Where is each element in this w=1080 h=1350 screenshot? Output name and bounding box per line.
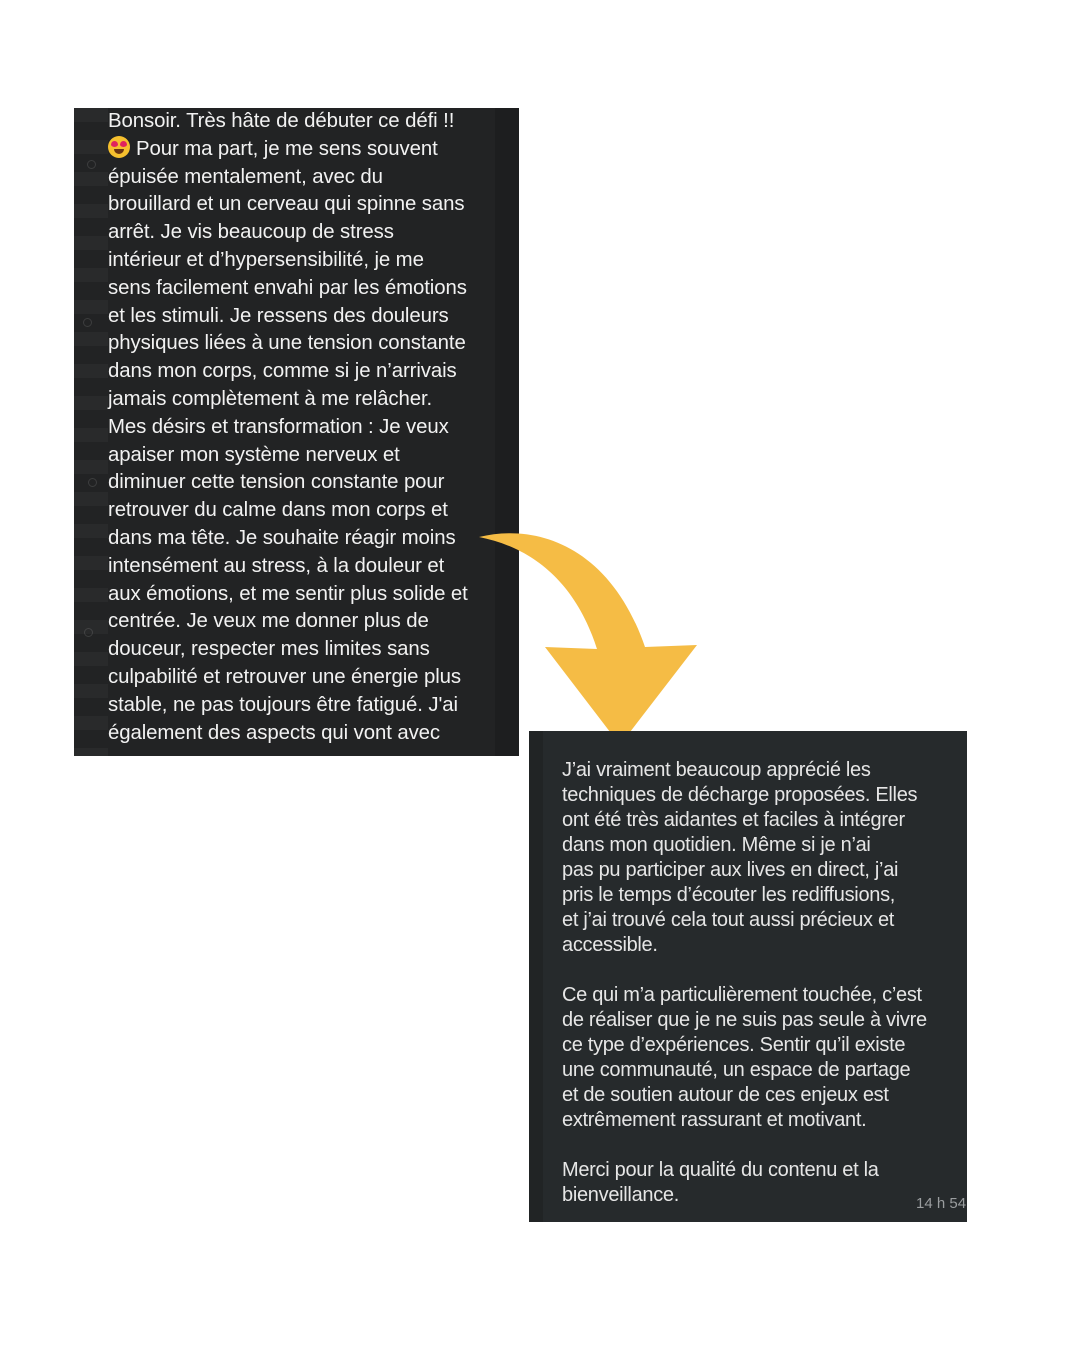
wallpaper-doodle-icon — [88, 478, 97, 487]
message-paragraph-3: Merci pour la qualité du contenu et la bienveillance. — [562, 1159, 879, 1206]
wallpaper-doodle-icon — [84, 628, 93, 637]
screenshot-after — [529, 731, 967, 1222]
message-paragraph-1: J’ai vraiment beaucoup apprécié les techniques de décharge proposées. Elles ont été très aidantes et faciles à intégrer dans mon quotidien. Même si je n’ai pas pu participer aux lives en direct, j’ai pris le temps d’écouter les rediffusions, et j’ai trouvé cela tout aussi précieux et accessible. — [562, 759, 918, 956]
curved-arrow-icon — [475, 525, 705, 750]
chat-wallpaper-pattern — [74, 108, 108, 756]
chat-background-edge — [529, 731, 543, 1222]
message-text-after — [562, 758, 966, 1208]
message-paragraph-2: Ce qui m’a particulièrement touchée, c’est de réaliser que je ne suis pas seule à vivre ce type d’expériences. Sentir qu’il existe une communauté, un espace de partage et de soutien autour de ces enjeux est extrêmement rassurant et motivant. — [562, 984, 927, 1131]
wallpaper-doodle-icon — [87, 160, 96, 169]
heart-eyes-emoji-icon — [108, 136, 130, 158]
wallpaper-doodle-icon — [83, 318, 92, 327]
message-timestamp: 14 h 54 — [916, 1195, 967, 1212]
message-body: Pour ma part, je me sens souvent épuisée mentalement, avec du brouillard et un cerveau qui spinne sans arrêt. Je vis beaucoup de stress intérieur et d’hypersensibilité, je me sens facilement envahi par les émotions et les stimuli. Je ressens des douleurs physiques liées à une tension constante dans mon corps, comme si je n’arrivais jamais complètement à me relâcher. Mes désirs et transformation : Je veux apaiser mon système nerveux et diminuer cette tension constante pour retrouver du calme dans mon corps et dans ma tête. Je souhaite réagir moins intensément au stress, à la douleur et aux émotions, et me sentir plus solide et centrée. Je veux me donner plus de douceur, respecter mes limites sans culpabilité et retrouver une énergie plus stable, ne pas toujours être fatigué. J'ai également des aspects qui vont avec — [108, 137, 468, 744]
message-first-line: Bonsoir. Très hâte de débuter ce défi !! — [108, 110, 455, 132]
message-text-before — [108, 108, 508, 747]
screenshot-before — [74, 108, 519, 756]
